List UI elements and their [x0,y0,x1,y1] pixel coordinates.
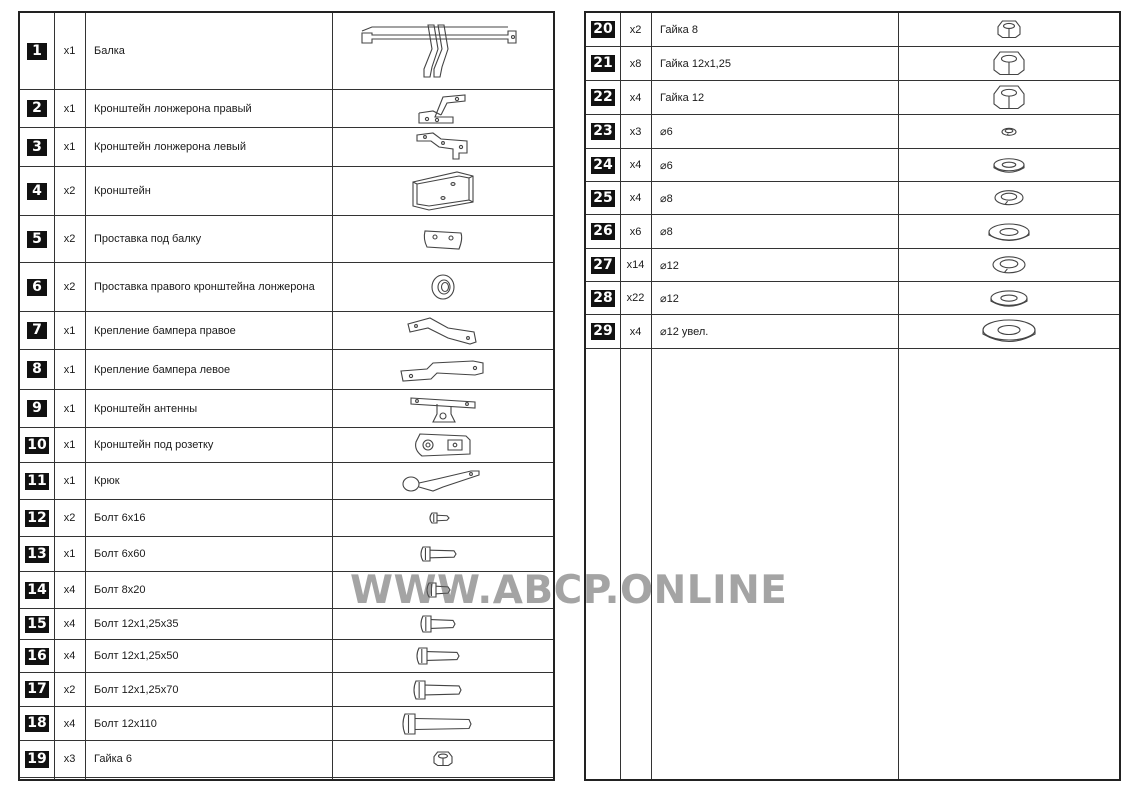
part-quantity: x22 [626,292,645,304]
bumper-mount-left-icon [397,355,489,385]
part-name: Кронштейн лонжерона левый [94,141,246,153]
part-number: 29 [593,323,613,339]
part-row [586,282,1119,315]
socket-bracket-icon [410,430,476,460]
part-number: 12 [27,509,47,526]
part-number: 19 [27,750,47,767]
right-bracket-icon [413,91,473,127]
part-quantity: x2 [63,185,76,197]
part-number: 14 [27,581,47,598]
parts-table-left [18,11,555,781]
part-quantity: x4 [629,325,642,338]
part-name: Болт 6x60 [94,548,146,560]
part-quantity: x2 [629,23,642,36]
flat-washer-icon [991,154,1027,176]
parts-table-right [584,11,1121,781]
part-row [20,312,553,350]
part-quantity: x6 [629,225,642,238]
part-name: Гайка 12x1,25 [660,57,731,70]
part-number: 4 [27,183,47,200]
part-number: 17 [27,681,47,697]
part-name: Кронштейн лонжерона правый [94,102,252,115]
part-row [20,707,553,741]
part-quantity: x1 [63,363,76,376]
part-quantity: x3 [629,125,642,138]
part-quantity: x2 [63,512,76,524]
part-quantity: x14 [626,259,645,271]
nut-icon [991,83,1027,112]
bolt-icon [417,612,469,636]
part-row [586,249,1119,282]
part-name: ⌀12 [660,259,679,272]
part-name: Болт 6x16 [94,512,146,524]
part-name: Гайка 8 [660,23,698,36]
part-number: 22 [593,89,613,105]
part-quantity: x4 [629,159,642,171]
part-quantity: x4 [63,717,76,730]
part-name: ⌀8 [660,226,673,238]
part-name: Болт 12x110 [94,717,157,730]
part-row [20,537,553,572]
nut-icon [431,749,455,769]
part-name: Болт 12x1,25x50 [94,650,179,662]
part-quantity: x1 [63,45,76,57]
part-quantity: x1 [63,475,76,487]
spacer-plate-icon [419,225,467,253]
part-name: Болт 8x20 [94,584,146,596]
part-number: 25 [593,189,613,206]
part-number: 9 [27,400,47,417]
spring-washer-icon [999,125,1019,139]
part-row [20,90,553,128]
part-quantity: x1 [63,402,76,415]
part-number: 18 [27,715,47,731]
bushing-icon [428,272,458,302]
part-quantity: x8 [629,57,642,70]
bolt-icon [413,644,473,668]
part-number: 21 [593,55,613,71]
part-name: Проставка под балку [94,233,202,245]
part-quantity: x1 [63,548,76,560]
part-name: ⌀12 [660,292,679,305]
part-name: Болт 12x1,25x70 [94,683,179,696]
part-row [20,13,553,90]
part-name: Крюк [94,475,120,487]
part-row [20,167,553,216]
flat-washer-icon [986,219,1032,245]
bolt-icon [426,509,460,527]
part-quantity: x3 [63,753,76,765]
part-quantity: x2 [63,281,76,293]
part-number: 3 [27,139,47,156]
part-number: 16 [27,647,47,664]
part-name: Болт 12x1,25x35 [94,618,179,630]
part-row [586,182,1119,215]
part-quantity: x1 [63,102,76,115]
left-bracket-icon [413,129,473,165]
part-row [20,640,553,673]
part-number: 24 [593,156,613,173]
part-number: 23 [593,123,613,139]
part-number: 27 [593,256,613,273]
nut-icon [995,18,1023,41]
part-number: 28 [593,289,613,306]
beam-icon [358,19,528,83]
part-name: Крепление бампера правое [94,324,236,337]
part-quantity: x1 [63,324,76,337]
part-number: 10 [27,436,47,453]
part-quantity: x1 [63,439,76,451]
part-name: Кронштейн антенны [94,402,198,415]
part-name: Крепление бампера левое [94,363,231,376]
large-washer-icon [979,317,1039,347]
part-number: 11 [27,472,47,489]
part-row [586,215,1119,249]
part-quantity: x4 [629,192,642,204]
part-number: 5 [27,231,47,248]
part-name: Гайка 6 [94,753,132,765]
part-quantity: x4 [63,584,76,596]
spring-washer-icon [990,253,1028,277]
part-row [586,13,1119,47]
part-row [586,47,1119,81]
part-row [20,350,553,390]
part-quantity: x1 [63,141,76,153]
part-row [586,81,1119,115]
tow-hook-icon [399,465,487,497]
part-number: 8 [27,361,47,378]
part-row [20,463,553,500]
part-number: 20 [593,21,613,37]
part-name: Кронштейн под розетку [94,439,214,451]
part-row [20,263,553,312]
part-name: Кронштейн [94,185,151,197]
antenna-bracket-icon [407,392,479,426]
nut-icon [991,49,1027,78]
spring-washer-icon [992,187,1026,208]
part-number: 15 [27,615,47,632]
part-quantity: x2 [63,233,76,245]
part-number: 2 [27,100,47,117]
bumper-mount-right-icon [404,314,482,348]
part-name: Гайка 12 [660,91,705,104]
part-quantity: x4 [63,618,76,630]
part-name: Проставка правого кронштейна лонжерона [94,281,315,293]
part-name: ⌀6 [660,126,673,138]
part-name: ⌀12 увел. [660,326,709,338]
part-number: 1 [27,43,47,60]
part-name: ⌀8 [660,192,673,205]
part-row [20,500,553,537]
part-row [20,741,553,778]
part-row [20,428,553,463]
part-row [586,115,1119,149]
bolt-icon [399,710,487,738]
part-row [586,149,1119,182]
part-name: ⌀6 [660,159,673,172]
part-number: 6 [27,279,47,296]
part-row [586,315,1119,349]
watermark: WWW.ABCP.ONLINE [350,568,788,613]
bracket-icon [407,168,479,214]
part-row [20,390,553,428]
part-row [20,609,553,640]
flat-washer-icon [988,286,1030,310]
part-row [20,128,553,167]
part-number: 26 [593,223,613,239]
part-row [20,673,553,707]
bolt-icon [410,677,476,703]
part-number: 7 [27,322,47,339]
part-row [20,216,553,263]
bolt-icon [417,543,469,565]
part-quantity: x2 [63,683,76,696]
part-quantity: x4 [629,91,642,104]
part-name: Балка [94,45,125,57]
part-quantity: x4 [63,650,76,662]
part-number: 13 [27,545,47,562]
